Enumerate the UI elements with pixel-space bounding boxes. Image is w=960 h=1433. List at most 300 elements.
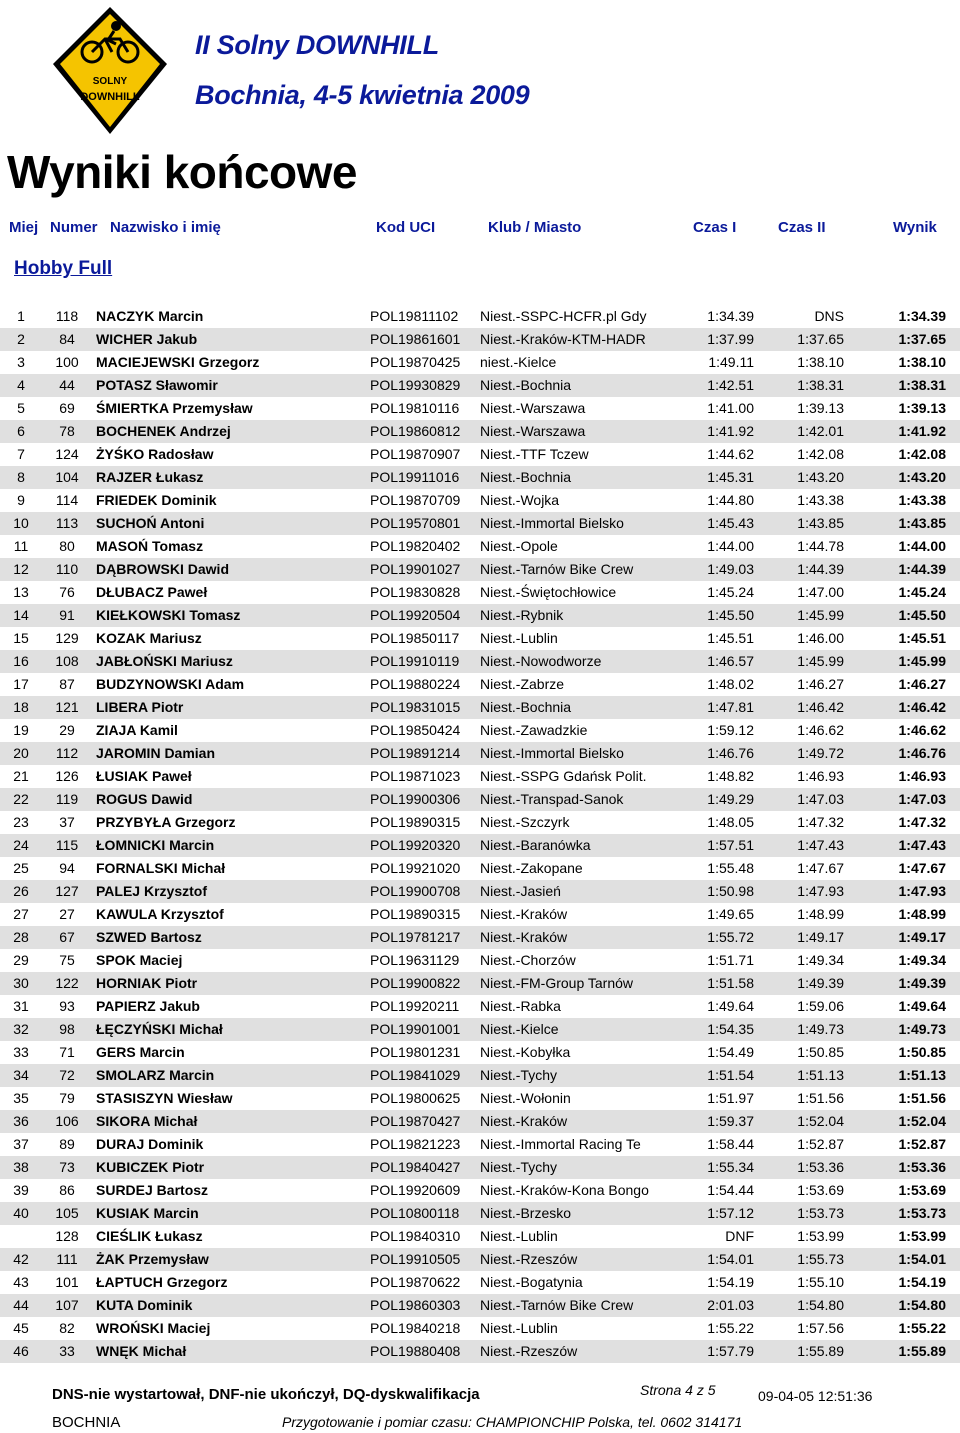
result-club: Niest.-Tychy: [480, 1067, 558, 1083]
result-name: DURAJ Dominik: [96, 1136, 204, 1152]
result-time2: 1:55.10: [797, 1274, 844, 1290]
result-name: STASISZYN Wiesław: [96, 1090, 233, 1106]
result-number: 29: [59, 722, 75, 738]
result-name: KUSIAK Marcin: [96, 1205, 199, 1221]
result-club: Niest.-Rzeszów: [480, 1343, 578, 1359]
result-final: 1:43.20: [898, 469, 946, 485]
result-position: 39: [13, 1182, 29, 1198]
result-position: 23: [13, 814, 29, 830]
result-name: JABŁOŃSKI Mariusz: [96, 653, 233, 669]
result-club: Niest.-Zabrze: [480, 676, 565, 692]
table-row: [0, 650, 960, 673]
result-name: ŚMIERTKA Przemysław: [96, 400, 253, 416]
footer-timestamp: 09-04-05 12:51:36: [758, 1388, 873, 1404]
result-club: Niest.-SSPG Gdańsk Polit.: [480, 768, 647, 784]
result-number: 84: [59, 331, 75, 347]
result-number: 87: [59, 676, 75, 692]
result-name: KUTA Dominik: [96, 1297, 193, 1313]
table-row: [0, 558, 960, 581]
result-time1: 1:49.29: [707, 791, 754, 807]
result-time1: 1:49.03: [707, 561, 754, 577]
result-uci-code: POL19840427: [370, 1159, 461, 1175]
result-position: 26: [13, 883, 29, 899]
table-row: [0, 443, 960, 466]
result-uci-code: POL19870907: [370, 446, 461, 462]
result-uci-code: POL19870427: [370, 1113, 461, 1129]
result-club: Niest.-Lublin: [480, 1228, 558, 1244]
result-club: Niest.-Wołonin: [480, 1090, 571, 1106]
result-number: 126: [55, 768, 79, 784]
result-club: Niest.-Świętochłowice: [480, 584, 617, 600]
header-num: Numer: [50, 219, 98, 236]
result-club: Niest.-TTF Tczew: [480, 446, 589, 462]
table-row: [0, 880, 960, 903]
result-club: Niest.-Zakopane: [480, 860, 583, 876]
result-name: KIEŁKOWSKI Tomasz: [96, 607, 241, 623]
result-club: Niest.-Immortal Racing Te: [480, 1136, 641, 1152]
result-time2: 1:47.32: [797, 814, 844, 830]
result-time2: 1:38.31: [797, 377, 844, 393]
result-number: 91: [59, 607, 75, 623]
result-time1: 1:57.12: [707, 1205, 754, 1221]
result-name: SURDEJ Bartosz: [96, 1182, 209, 1198]
result-final: 1:44.39: [898, 561, 946, 577]
result-time2: 1:46.42: [797, 699, 844, 715]
result-number: 112: [55, 745, 79, 761]
result-uci-code: POL19920504: [370, 607, 461, 623]
result-uci-code: POL19890315: [370, 906, 461, 922]
result-uci-code: POL19840310: [370, 1228, 461, 1244]
result-time1: 1:48.02: [707, 676, 754, 692]
result-number: 69: [59, 400, 75, 416]
result-name: MACIEJEWSKI Grzegorz: [96, 354, 260, 370]
result-uci-code: POL19901027: [370, 561, 461, 577]
result-time2: 1:37.65: [797, 331, 844, 347]
table-row: [0, 374, 960, 397]
table-row: [0, 765, 960, 788]
result-club: Niest.-Chorzów: [480, 952, 576, 968]
result-time1: 1:45.51: [707, 630, 754, 646]
result-final: 1:55.22: [898, 1320, 946, 1336]
result-time1: 1:50.98: [707, 883, 754, 899]
result-uci-code: POL19831015: [370, 699, 461, 715]
result-name: WROŃSKI Maciej: [96, 1320, 211, 1336]
result-uci-code: POL19570801: [370, 515, 461, 531]
table-row: [0, 1317, 960, 1340]
table-row: [0, 604, 960, 627]
results-table: [0, 305, 960, 1363]
result-position: 30: [13, 975, 29, 991]
header-t1: Czas I: [693, 219, 737, 236]
result-time1: 1:51.54: [707, 1067, 754, 1083]
logo-line1: SOLNY: [92, 76, 128, 87]
result-time2: 1:55.89: [797, 1343, 844, 1359]
result-position: 4: [17, 377, 25, 393]
result-club: niest.-Kielce: [480, 354, 557, 370]
result-number: 98: [59, 1021, 75, 1037]
result-position: 6: [17, 423, 25, 439]
result-uci-code: POL19890315: [370, 814, 461, 830]
result-number: 105: [55, 1205, 79, 1221]
result-number: 121: [55, 699, 79, 715]
result-final: 1:43.38: [898, 492, 946, 508]
result-time2: 1:49.72: [797, 745, 844, 761]
result-final: 1:48.99: [898, 906, 946, 922]
result-club: Niest.-Nowodworze: [480, 653, 602, 669]
result-final: 1:45.24: [898, 584, 946, 600]
result-time2: 1:51.13: [797, 1067, 844, 1083]
result-final: 1:46.27: [898, 676, 946, 692]
table-row: [0, 972, 960, 995]
result-final: 1:39.13: [898, 400, 946, 416]
result-uci-code: POL19860303: [370, 1297, 461, 1313]
result-number: 122: [55, 975, 79, 991]
result-club: Niest.-Lublin: [480, 630, 558, 646]
result-position: 10: [13, 515, 29, 531]
table-row: [0, 1340, 960, 1363]
result-time1: 1:54.44: [707, 1182, 754, 1198]
footer-credit: Przygotowanie i pomiar czasu: CHAMPIONCHIP Polska, tel. 0602 314171: [282, 1414, 743, 1430]
result-name: WNĘK Michał: [96, 1343, 187, 1359]
result-name: GERS Marcin: [96, 1044, 185, 1060]
result-name: CIEŚLIK Łukasz: [96, 1228, 203, 1244]
table-row: [0, 1225, 960, 1248]
result-position: 13: [13, 584, 29, 600]
result-number: 71: [59, 1044, 75, 1060]
result-uci-code: POL19841029: [370, 1067, 461, 1083]
result-time1: 1:37.99: [707, 331, 754, 347]
result-time2: 1:54.80: [797, 1297, 844, 1313]
result-time1: 1:59.37: [707, 1113, 754, 1129]
result-time1: 1:55.22: [707, 1320, 754, 1336]
result-final: 1:45.99: [898, 653, 946, 669]
table-row: [0, 1133, 960, 1156]
result-name: DŁUBACZ Paweł: [96, 584, 208, 600]
footer-page-number: Strona 4 z 5: [640, 1382, 716, 1398]
result-position: 28: [13, 929, 29, 945]
result-number: 75: [59, 952, 75, 968]
result-name: SZWED Bartosz: [96, 929, 202, 945]
result-uci-code: POL19811102: [370, 308, 459, 324]
result-position: 5: [17, 400, 25, 416]
result-time1: 1:42.51: [707, 377, 754, 393]
result-uci-code: POL19880224: [370, 676, 461, 692]
result-club: Niest.-Baranówka: [480, 837, 591, 853]
result-uci-code: POL19861601: [370, 331, 461, 347]
result-number: 118: [55, 308, 79, 324]
result-position: 35: [13, 1090, 29, 1106]
result-club: Niest.-Warszawa: [480, 400, 586, 416]
result-position: 11: [13, 538, 29, 554]
result-time1: 1:49.11: [708, 354, 754, 370]
result-name: RAJZER Łukasz: [96, 469, 204, 485]
table-row: [0, 351, 960, 374]
result-number: 104: [55, 469, 79, 485]
table-row: [0, 1271, 960, 1294]
result-time2: 1:48.99: [797, 906, 844, 922]
result-club: Niest.-Lublin: [480, 1320, 558, 1336]
result-time2: 1:47.43: [797, 837, 844, 853]
result-number: 108: [55, 653, 79, 669]
result-name: ZIAJA Kamil: [96, 722, 178, 738]
result-position: 25: [13, 860, 29, 876]
result-name: KOZAK Mariusz: [96, 630, 202, 646]
result-club: Niest.-Opole: [480, 538, 558, 554]
result-name: SMOLARZ Marcin: [96, 1067, 215, 1083]
result-time2: 1:49.39: [797, 975, 844, 991]
result-time1: 2:01.03: [707, 1297, 754, 1313]
result-position: 1: [17, 308, 25, 324]
result-position: 17: [13, 676, 29, 692]
result-time1: 1:58.44: [707, 1136, 754, 1152]
result-number: 82: [59, 1320, 75, 1336]
result-time1: 1:45.31: [707, 469, 754, 485]
result-time2: 1:44.39: [797, 561, 844, 577]
result-time2: 1:55.73: [797, 1251, 844, 1267]
result-number: 119: [55, 791, 79, 807]
result-position: 21: [13, 768, 29, 784]
table-row: [0, 742, 960, 765]
result-club: Niest.-Kraków-Kona Bongo: [480, 1182, 649, 1198]
result-final: 1:42.08: [898, 446, 946, 462]
result-time1: 1:57.79: [707, 1343, 754, 1359]
result-position: 8: [17, 469, 25, 485]
table-row: [0, 627, 960, 650]
result-position: 20: [13, 745, 29, 761]
result-time1: 1:51.58: [707, 975, 754, 991]
result-number: 72: [59, 1067, 75, 1083]
result-number: 33: [59, 1343, 75, 1359]
result-name: FORNALSKI Michał: [96, 860, 226, 876]
result-final: 1:38.31: [898, 377, 946, 393]
result-number: 67: [59, 929, 75, 945]
result-club: Niest.-Rybnik: [480, 607, 564, 623]
result-uci-code: POL19910505: [370, 1251, 461, 1267]
result-final: 1:47.67: [898, 860, 946, 876]
result-number: 27: [59, 906, 75, 922]
result-time1: 1:55.48: [707, 860, 754, 876]
result-time1: 1:34.39: [707, 308, 754, 324]
result-final: 1:46.62: [898, 722, 946, 738]
result-time2: 1:45.99: [797, 653, 844, 669]
result-position: 16: [13, 653, 29, 669]
result-number: 94: [59, 860, 75, 876]
result-number: 73: [59, 1159, 75, 1175]
result-club: Niest.-Immortal Bielsko: [480, 745, 624, 761]
table-row: [0, 305, 960, 328]
result-final: 1:54.01: [898, 1251, 946, 1267]
result-number: 127: [55, 883, 79, 899]
result-time2: 1:47.00: [797, 584, 844, 600]
result-number: 114: [55, 492, 79, 508]
result-club: Niest.-Kraków-KTM-HADR: [480, 331, 646, 347]
result-final: 1:54.80: [898, 1297, 946, 1313]
table-row: [0, 535, 960, 558]
result-number: 113: [55, 515, 79, 531]
result-time2: 1:53.36: [797, 1159, 844, 1175]
result-position: 32: [13, 1021, 29, 1037]
result-name: SUCHOŃ Antoni: [96, 515, 205, 531]
result-name: ŁAPTUCH Grzegorz: [96, 1274, 228, 1290]
result-club: Niest.-Kobyłka: [480, 1044, 571, 1060]
table-row: [0, 328, 960, 351]
header-name: Nazwisko i imię: [110, 219, 221, 236]
result-time1: DNF: [725, 1228, 754, 1244]
result-time1: 1:49.65: [707, 906, 754, 922]
result-time2: 1:57.56: [797, 1320, 844, 1336]
result-name: WICHER Jakub: [96, 331, 198, 347]
result-number: 78: [59, 423, 75, 439]
result-time2: 1:49.34: [797, 952, 844, 968]
result-position: 43: [13, 1274, 29, 1290]
result-time2: 1:46.93: [797, 768, 844, 784]
result-uci-code: POL19870622: [370, 1274, 461, 1290]
header-result: Wynik: [893, 219, 937, 236]
result-final: 1:52.04: [898, 1113, 946, 1129]
result-number: 93: [59, 998, 75, 1014]
result-position: 3: [17, 354, 25, 370]
result-final: 1:46.42: [898, 699, 946, 715]
result-uci-code: POL19810116: [370, 400, 460, 416]
table-row: [0, 1294, 960, 1317]
result-name: DĄBROWSKI Dawid: [96, 561, 229, 577]
result-time1: 1:55.34: [707, 1159, 754, 1175]
result-position: 44: [13, 1297, 29, 1313]
result-number: 124: [55, 446, 79, 462]
result-final: 1:47.43: [898, 837, 946, 853]
result-final: 1:53.73: [898, 1205, 946, 1221]
table-row: [0, 1110, 960, 1133]
result-position: 2: [17, 331, 25, 347]
result-uci-code: POL19900306: [370, 791, 461, 807]
result-time1: 1:54.49: [707, 1044, 754, 1060]
result-final: 1:45.51: [898, 630, 946, 646]
result-time1: 1:45.24: [707, 584, 754, 600]
result-final: 1:47.32: [898, 814, 946, 830]
table-row: [0, 719, 960, 742]
result-name: ŁUSIAK Paweł: [96, 768, 192, 784]
result-time2: 1:50.85: [797, 1044, 844, 1060]
table-row: [0, 1087, 960, 1110]
result-final: 1:51.56: [898, 1090, 946, 1106]
result-club: Niest.-Tarnów Bike Crew: [480, 561, 634, 577]
result-uci-code: POL19920320: [370, 837, 461, 853]
result-position: 19: [13, 722, 29, 738]
result-club: Niest.-Wojka: [480, 492, 560, 508]
result-club: Niest.-Kielce: [480, 1021, 559, 1037]
result-time1: 1:48.05: [707, 814, 754, 830]
result-time2: 1:42.08: [797, 446, 844, 462]
result-number: 86: [59, 1182, 75, 1198]
result-uci-code: POL19801231: [370, 1044, 461, 1060]
result-number: 101: [55, 1274, 79, 1290]
result-time1: 1:54.19: [707, 1274, 754, 1290]
result-uci-code: POL19850117: [370, 630, 460, 646]
result-time2: 1:38.10: [797, 354, 844, 370]
result-club: Niest.-Warszawa: [480, 423, 586, 439]
table-row: [0, 1179, 960, 1202]
result-name: PALEJ Krzysztof: [96, 883, 207, 899]
result-club: Niest.-Kraków: [480, 929, 568, 945]
result-number: 89: [59, 1136, 75, 1152]
result-uci-code: POL19900822: [370, 975, 461, 991]
result-uci-code: POL19910119: [370, 653, 460, 669]
result-uci-code: POL19920211: [370, 998, 460, 1014]
result-name: FRIEDEK Dominik: [96, 492, 217, 508]
result-final: 1:47.93: [898, 883, 946, 899]
result-club: Niest.-Kraków: [480, 906, 568, 922]
result-time2: 1:47.03: [797, 791, 844, 807]
result-club: Niest.-Brzesko: [480, 1205, 572, 1221]
result-position: 9: [17, 492, 25, 508]
result-number: 107: [55, 1297, 79, 1313]
table-row: [0, 673, 960, 696]
result-uci-code: POL19880408: [370, 1343, 461, 1359]
result-final: 1:53.99: [898, 1228, 946, 1244]
table-row: [0, 1202, 960, 1225]
result-uci-code: POL19871023: [370, 768, 461, 784]
result-position: 33: [13, 1044, 29, 1060]
result-time1: 1:46.57: [707, 653, 754, 669]
logo-line2: DOWNHILL: [80, 91, 140, 103]
table-row: [0, 1041, 960, 1064]
footer-legend: DNS-nie wystartował, DNF-nie ukończył, DQ-dyskwalifikacja: [52, 1386, 480, 1403]
result-final: 1:43.85: [898, 515, 946, 531]
result-number: 115: [55, 837, 79, 853]
result-time2: 1:47.67: [797, 860, 844, 876]
result-position: 40: [13, 1205, 29, 1221]
table-row: [0, 1018, 960, 1041]
result-uci-code: POL19900708: [370, 883, 461, 899]
table-row: [0, 420, 960, 443]
result-time2: DNS: [814, 308, 844, 324]
result-final: 1:49.64: [898, 998, 946, 1014]
table-row: [0, 1156, 960, 1179]
result-final: 1:44.00: [898, 538, 946, 554]
result-uci-code: POL19850424: [370, 722, 461, 738]
result-name: ŁOMNICKI Marcin: [96, 837, 215, 853]
event-subtitle: Bochnia, 4-5 kwietnia 2009: [195, 80, 530, 110]
result-name: KUBICZEK Piotr: [96, 1159, 205, 1175]
result-final: 1:53.69: [898, 1182, 946, 1198]
result-position: 38: [13, 1159, 29, 1175]
result-time2: 1:46.27: [797, 676, 844, 692]
event-title: II Solny DOWNHILL: [195, 30, 439, 60]
result-time2: 1:42.01: [797, 423, 844, 439]
result-name: ŻAK Przemysław: [96, 1251, 209, 1267]
result-position: 27: [13, 906, 29, 922]
table-row: [0, 489, 960, 512]
result-time2: 1:46.00: [797, 630, 844, 646]
result-position: 14: [13, 607, 29, 623]
result-position: 37: [13, 1136, 29, 1152]
result-uci-code: POL19901001: [370, 1021, 461, 1037]
header-club: Klub / Miasto: [488, 219, 582, 236]
event-logo: [50, 4, 170, 138]
result-number: 79: [59, 1090, 75, 1106]
result-number: 44: [59, 377, 75, 393]
cyclist-sign-icon: [50, 4, 170, 138]
result-time1: 1:48.82: [707, 768, 754, 784]
result-time1: 1:57.51: [707, 837, 754, 853]
result-final: 1:52.87: [898, 1136, 946, 1152]
result-final: 1:37.65: [898, 331, 946, 347]
table-row: [0, 811, 960, 834]
result-time2: 1:52.04: [797, 1113, 844, 1129]
result-uci-code: POL19800625: [370, 1090, 461, 1106]
result-uci-code: POL19870425: [370, 354, 461, 370]
result-uci-code: POL10800118: [370, 1205, 460, 1221]
